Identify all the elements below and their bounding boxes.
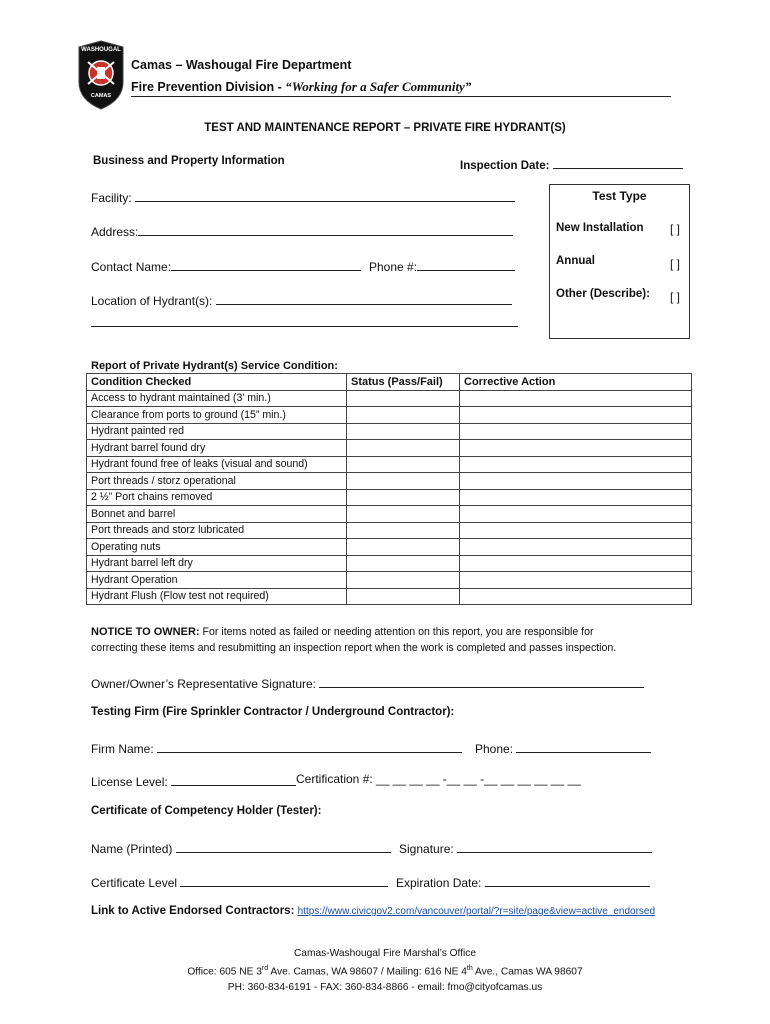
status-cell[interactable] [347, 473, 460, 490]
certification-number-field[interactable]: Certification #: __ __ __ __ -__ __ -__ __ __ __ __ __ [296, 772, 581, 786]
status-cell[interactable] [347, 588, 460, 605]
table-row [87, 572, 692, 589]
firm-phone-field[interactable]: Phone: [475, 739, 651, 756]
table-row [87, 489, 692, 506]
owner-signature-field[interactable]: Owner/Owner’s Representative Signature: [91, 674, 644, 691]
table-row [87, 407, 692, 424]
table-header-row [87, 374, 692, 391]
hydrant-location-line-2[interactable] [91, 326, 518, 327]
hydrant-location-field[interactable]: Location of Hydrant(s): [91, 291, 512, 308]
corrective-action-cell[interactable] [460, 423, 692, 440]
table-row [87, 473, 692, 490]
table-row [87, 440, 692, 457]
condition-cell: Hydrant painted red [87, 423, 347, 440]
test-type-heading: Test Type [592, 189, 647, 203]
new-installation-checkbox[interactable]: [ ] [670, 222, 681, 236]
status-cell[interactable] [347, 522, 460, 539]
corrective-action-cell[interactable] [460, 473, 692, 490]
tester-name-field[interactable]: Name (Printed) [91, 839, 391, 856]
phone-field[interactable]: Phone #: [369, 257, 515, 274]
status-cell[interactable] [347, 456, 460, 473]
inspection-date-field[interactable]: Inspection Date: [460, 155, 683, 172]
contractors-link-line: Link to Active Endorsed Contractors: https://www.civicgov2.com/vancouver/portal/?r=site/page&view=active_endorsed [91, 905, 656, 917]
corrective-action-cell[interactable] [460, 588, 692, 605]
division-line: Fire Prevention Division - “Working for a Safer Community” [131, 79, 671, 97]
condition-cell: Hydrant found free of leaks (visual and sound) [87, 456, 347, 473]
logo-text-top: WASHOUGAL [81, 47, 121, 53]
condition-cell: Bonnet and barrel [87, 506, 347, 523]
status-cell[interactable] [347, 489, 460, 506]
certificate-level-field[interactable]: Certificate Level [91, 873, 388, 890]
condition-table [86, 373, 692, 605]
corrective-action-cell[interactable] [460, 390, 692, 407]
address-field[interactable]: Address: [91, 222, 513, 239]
option-annual: Annual [556, 255, 595, 267]
department-name: Camas – Washougal Fire Department [131, 58, 352, 72]
condition-cell: Port threads / storz operational [87, 473, 347, 490]
status-cell[interactable] [347, 440, 460, 457]
corrective-action-cell[interactable] [460, 506, 692, 523]
table-row [87, 522, 692, 539]
condition-cell: Clearance from ports to ground (15” min.) [87, 407, 347, 424]
contact-name-field[interactable]: Contact Name: [91, 257, 361, 274]
condition-cell: Operating nuts [87, 539, 347, 556]
table-row [87, 506, 692, 523]
condition-heading: Report of Private Hydrant(s) Service Condition: [91, 360, 338, 372]
condition-cell: Hydrant Flush (Flow test not required) [87, 588, 347, 605]
condition-cell: Hydrant Operation [87, 572, 347, 589]
col-status: Status (Pass/Fail) [347, 374, 460, 391]
col-condition: Condition Checked [87, 374, 347, 391]
report-title: TEST AND MAINTENANCE REPORT – PRIVATE FIRE HYDRANT(S) [204, 122, 566, 134]
business-heading: Business and Property Information [93, 155, 285, 167]
option-other: Other (Describe): [556, 288, 650, 300]
fire-department-logo [76, 40, 126, 110]
status-cell[interactable] [347, 390, 460, 407]
footer-addresses: Office: 605 NE 3rd Ave. Camas, WA 98607 / Mailing: 616 NE 4th Ave., Camas WA 98607 [187, 965, 583, 978]
status-cell[interactable] [347, 506, 460, 523]
corrective-action-cell[interactable] [460, 489, 692, 506]
condition-cell: Port threads and storz lubricated [87, 522, 347, 539]
status-cell[interactable] [347, 407, 460, 424]
corrective-action-cell[interactable] [460, 555, 692, 572]
status-cell[interactable] [347, 555, 460, 572]
table-row [87, 456, 692, 473]
corrective-action-cell[interactable] [460, 407, 692, 424]
condition-cell: 2 ½” Port chains removed [87, 489, 347, 506]
status-cell[interactable] [347, 423, 460, 440]
contractors-link[interactable]: https://www.civicgov2.com/vancouver/portal/?r=site/page&view=active_endorsed [297, 906, 656, 917]
status-cell[interactable] [347, 572, 460, 589]
license-level-field[interactable]: License Level: [91, 772, 296, 789]
table-row [87, 390, 692, 407]
condition-cell: Access to hydrant maintained (3’ min.) [87, 390, 347, 407]
table-row [87, 555, 692, 572]
test-type-box [549, 184, 690, 339]
logo-text-bottom: CAMAS [90, 93, 112, 99]
footer-office-name: Camas-Washougal Fire Marshal’s Office [293, 948, 477, 959]
corrective-action-cell[interactable] [460, 440, 692, 457]
condition-cell: Hydrant barrel left dry [87, 555, 347, 572]
table-row [87, 539, 692, 556]
footer-contact: PH: 360-834-6191 - FAX: 360-834-8866 - email: fmo@cityofcamas.us [227, 982, 543, 993]
firm-name-field[interactable]: Firm Name: [91, 739, 462, 756]
other-checkbox[interactable]: [ ] [670, 290, 681, 304]
tester-signature-field[interactable]: Signature: [399, 839, 652, 856]
table-row [87, 423, 692, 440]
expiration-date-field[interactable]: Expiration Date: [396, 873, 650, 890]
motto: “Working for a Safer Community” [285, 79, 472, 94]
condition-cell: Hydrant barrel found dry [87, 440, 347, 457]
notice-to-owner: NOTICE TO OWNER: For items noted as failed or needing attention on this report, you are responsible for correcting these items and resubmitting an inspection report when the work is completed and passes inspection. [91, 626, 617, 654]
option-new-installation: New Installation [556, 222, 644, 234]
corrective-action-cell[interactable] [460, 572, 692, 589]
table-row [87, 588, 692, 605]
certificate-heading: Certificate of Competency Holder (Tester): [91, 805, 322, 817]
corrective-action-cell[interactable] [460, 522, 692, 539]
annual-checkbox[interactable]: [ ] [670, 257, 681, 271]
corrective-action-cell[interactable] [460, 456, 692, 473]
col-corrective-action: Corrective Action [460, 374, 692, 391]
corrective-action-cell[interactable] [460, 539, 692, 556]
facility-field[interactable]: Facility: [91, 188, 515, 205]
testing-firm-heading: Testing Firm (Fire Sprinkler Contractor / Underground Contractor): [91, 706, 455, 718]
status-cell[interactable] [347, 539, 460, 556]
